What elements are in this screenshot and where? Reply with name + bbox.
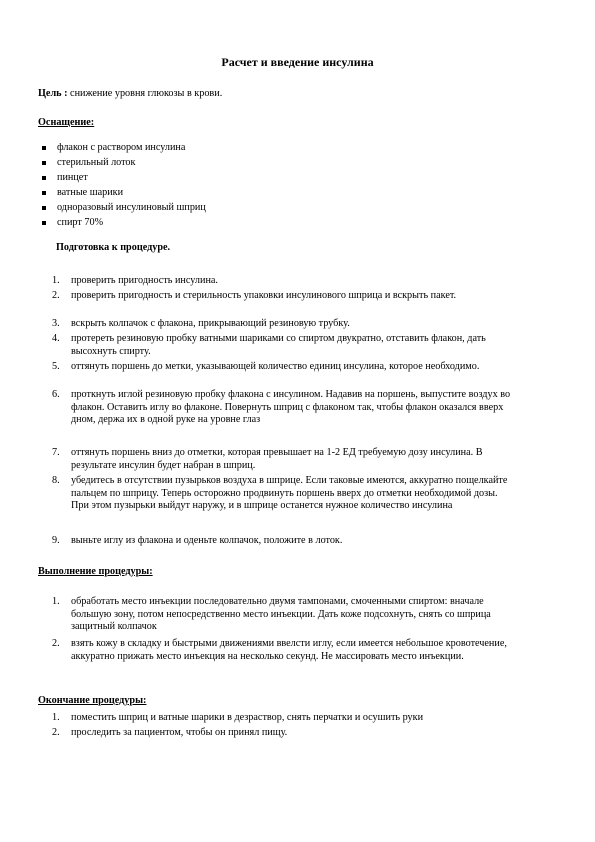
bullet-icon (42, 176, 46, 180)
bullet-icon (42, 221, 46, 225)
list-item: 3. вскрыть колпачок с флакона, прикрывающий резиновую трубку. (52, 318, 350, 329)
equipment-heading: Оснащение: (38, 117, 95, 128)
goal-label: Цель : (38, 88, 68, 99)
ending-heading: Окончание процедуры: (38, 695, 147, 706)
list-item: 7. оттянуть поршень вниз до отметки, которая превышает на 1-2 ЕД требуемую дозу инсулина. В результате инсулин будет набран в шприц. (52, 447, 483, 471)
list-item: 1. поместить шприц и ватные шарики в дезраствор, снять перчатки и осушить руки (52, 712, 424, 723)
list-item: 2. взять кожу в складку и быстрыми движениями ввелсти иглу, если имеется небольшое кровотечение, аккуратно прижать место инъекция на несколько секунд. Не массировать место инъекции. (52, 638, 507, 662)
list-item: одноразовый инсулиновый шприц (57, 202, 206, 213)
bullet-icon (42, 206, 46, 210)
list-item: 1. обработать место инъекции последовательно двумя тампонами, смоченными спиртом: вначале большую зону, потом непосредственно место инъекции. Дать коже подсохнуть, снять со шприца защитный колпачок (52, 596, 491, 633)
goal-text: снижение уровня глюкозы в крови. (67, 88, 223, 99)
list-item: флакон с раствором инсулина (57, 142, 185, 153)
list-item: пинцет (57, 172, 88, 183)
bullet-icon (42, 146, 46, 150)
bullet-icon (42, 191, 46, 195)
list-item: 1. проверить пригодность инсулина. (52, 275, 218, 286)
execution-heading: Выполнение процедуры: (38, 566, 153, 577)
list-item: спирт 70% (57, 217, 103, 228)
list-item: 2. проследить за пациентом, чтобы он принял пищу. (52, 727, 288, 738)
list-item: 8. убедитесь в отсутствии пузырьков воздуха в шприце. Если таковые имеются, аккуратно пощелкайте пальцем по шприцу. Теперь осторожно продвинуть поршень вверх до отметки необходимой дозы. При этом пузырьки выйдут наружу, и в шприце останется нужное количество инсулина (52, 475, 508, 512)
list-item: ватные шарики (57, 187, 123, 198)
list-item: 5. оттянуть поршень до метки, указывающей количество единиц инсулина, которое необходимо. (52, 361, 480, 372)
preparation-heading: Подготовка к процедуре. (56, 242, 171, 253)
list-item: 4. протереть резиновую пробку ватными шариками со спиртом двукратно, отставить флакон, дать высохнуть спирту. (52, 333, 486, 357)
bullet-icon (42, 161, 46, 165)
goal-line (38, 88, 222, 99)
list-item: стерильный лоток (57, 157, 135, 168)
document-title: Расчет и введение инсулина (221, 55, 374, 69)
list-item: 6. проткнуть иглой резиновую пробку флакона с инсулином. Надавив на поршень, выпустите воздух во флакон. Оставить иглу во флаконе. Повернуть шприц с флаконом так, чтобы флакон оказался вверх дном, держа их в одной руке на уровне глаз (52, 389, 511, 426)
list-item: 2. проверить пригодность и стерильность упаковки инсулинового шприца и вскрыть пакет. (52, 290, 457, 301)
list-item: 9. выньте иглу из флакона и оденьте колпачок, положите в лоток. (52, 535, 343, 546)
